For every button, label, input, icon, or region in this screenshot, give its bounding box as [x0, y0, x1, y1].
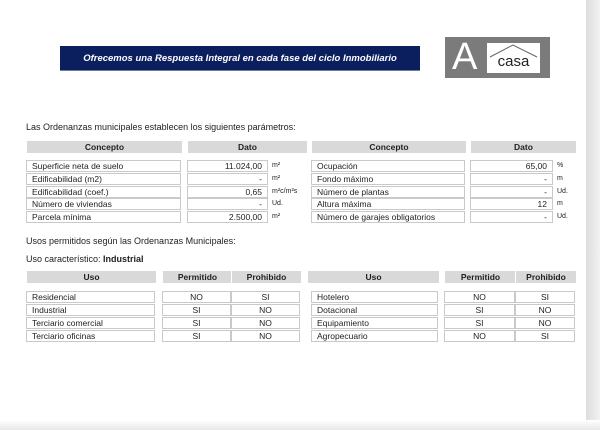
param-unit: m²: [272, 213, 281, 221]
usos-intro: Usos permitidos según las Ordenanzas Municipales:: [26, 236, 236, 246]
param-value: 12: [470, 198, 553, 210]
param-value: 2.500,00: [187, 211, 268, 223]
param-concept: Superficie neta de suelo: [26, 160, 181, 172]
param-unit: %: [557, 162, 564, 169]
param-concept: Edificabilidad (m2): [26, 173, 181, 185]
param-unit: Ud.: [557, 213, 568, 221]
param-concept: Edificabilidad (coef.): [26, 186, 181, 198]
uso-permitido: SI: [162, 330, 231, 342]
usos-header: Uso: [307, 271, 439, 283]
uso-prohibido: SI: [515, 330, 575, 342]
uso-permitido: NO: [444, 291, 515, 303]
param-concept: Altura máxima: [311, 198, 465, 210]
usos-header: Uso: [26, 271, 156, 283]
param-unit: m: [557, 200, 563, 208]
param-value: -: [470, 173, 553, 185]
uso-prohibido: SI: [515, 291, 575, 303]
param-unit: m²: [272, 174, 281, 182]
uso-prohibido: SI: [231, 291, 300, 303]
uso-permitido: NO: [444, 330, 515, 342]
uso-permitido: SI: [444, 317, 515, 329]
param-value: -: [470, 211, 553, 223]
uso-permitido: SI: [162, 304, 231, 316]
param-concept: Número de garajes obligatorios: [311, 211, 465, 223]
uso-name: Industrial: [26, 304, 155, 316]
uso-name: Agropecuario: [311, 330, 438, 342]
slogan-banner: Ofrecemos una Respuesta Integral en cada fase del ciclo Inmobiliario: [60, 46, 420, 71]
intro-text: Las Ordenanzas municipales establecen los siguientes parámetros:: [26, 122, 296, 132]
uso-name: Residencial: [26, 291, 155, 303]
uso-permitido: NO: [162, 291, 231, 303]
usos-header: Prohibido: [231, 271, 301, 283]
param-value: -: [187, 198, 268, 210]
params-header: Dato: [470, 141, 576, 153]
usos-header: Permitido: [444, 271, 516, 283]
param-unit: m²c/m²s: [272, 187, 298, 195]
usos-header: Prohibido: [515, 271, 576, 283]
uso-caracteristico: [26, 254, 144, 264]
uso-name: Hotelero: [311, 291, 438, 303]
param-unit: m²: [272, 162, 281, 169]
uso-name: Terciario oficinas: [26, 330, 155, 342]
params-header: Concepto: [311, 141, 466, 153]
param-value: 0,65: [187, 186, 268, 198]
uso-prohibido: NO: [231, 304, 300, 316]
param-concept: Número de viviendas: [26, 198, 181, 210]
logo-letter: A: [452, 36, 478, 78]
param-value: -: [470, 186, 553, 198]
param-unit: Ud.: [272, 200, 283, 208]
uso-prohibido: NO: [231, 317, 300, 329]
param-unit: m: [557, 174, 563, 182]
param-concept: Fondo máximo: [311, 173, 465, 185]
uso-prohibido: NO: [515, 317, 575, 329]
param-value: -: [187, 173, 268, 185]
uso-name: Equipamiento: [311, 317, 438, 329]
param-concept: Ocupación: [311, 160, 465, 172]
param-concept: Número de plantas: [311, 186, 465, 198]
params-header: Concepto: [26, 141, 182, 153]
params-header: Dato: [187, 141, 307, 153]
param-concept: Parcela mínima: [26, 211, 181, 223]
param-value: 65,00: [470, 160, 553, 172]
uso-caracteristico-label: Uso característico:: [26, 254, 104, 264]
param-unit: Ud.: [557, 187, 568, 195]
uso-name: Dotacional: [311, 304, 438, 316]
uso-prohibido: NO: [515, 304, 575, 316]
uso-permitido: SI: [162, 317, 231, 329]
uso-permitido: SI: [444, 304, 515, 316]
page-edge: [586, 0, 600, 430]
param-value: 11.024,00: [187, 160, 268, 172]
page-bottom-edge: [0, 420, 600, 430]
logo-word: casa: [497, 53, 530, 70]
usos-header: Permitido: [162, 271, 232, 283]
uso-caracteristico-value: Industrial: [103, 254, 144, 264]
uso-name: Terciario comercial: [26, 317, 155, 329]
uso-prohibido: NO: [231, 330, 300, 342]
